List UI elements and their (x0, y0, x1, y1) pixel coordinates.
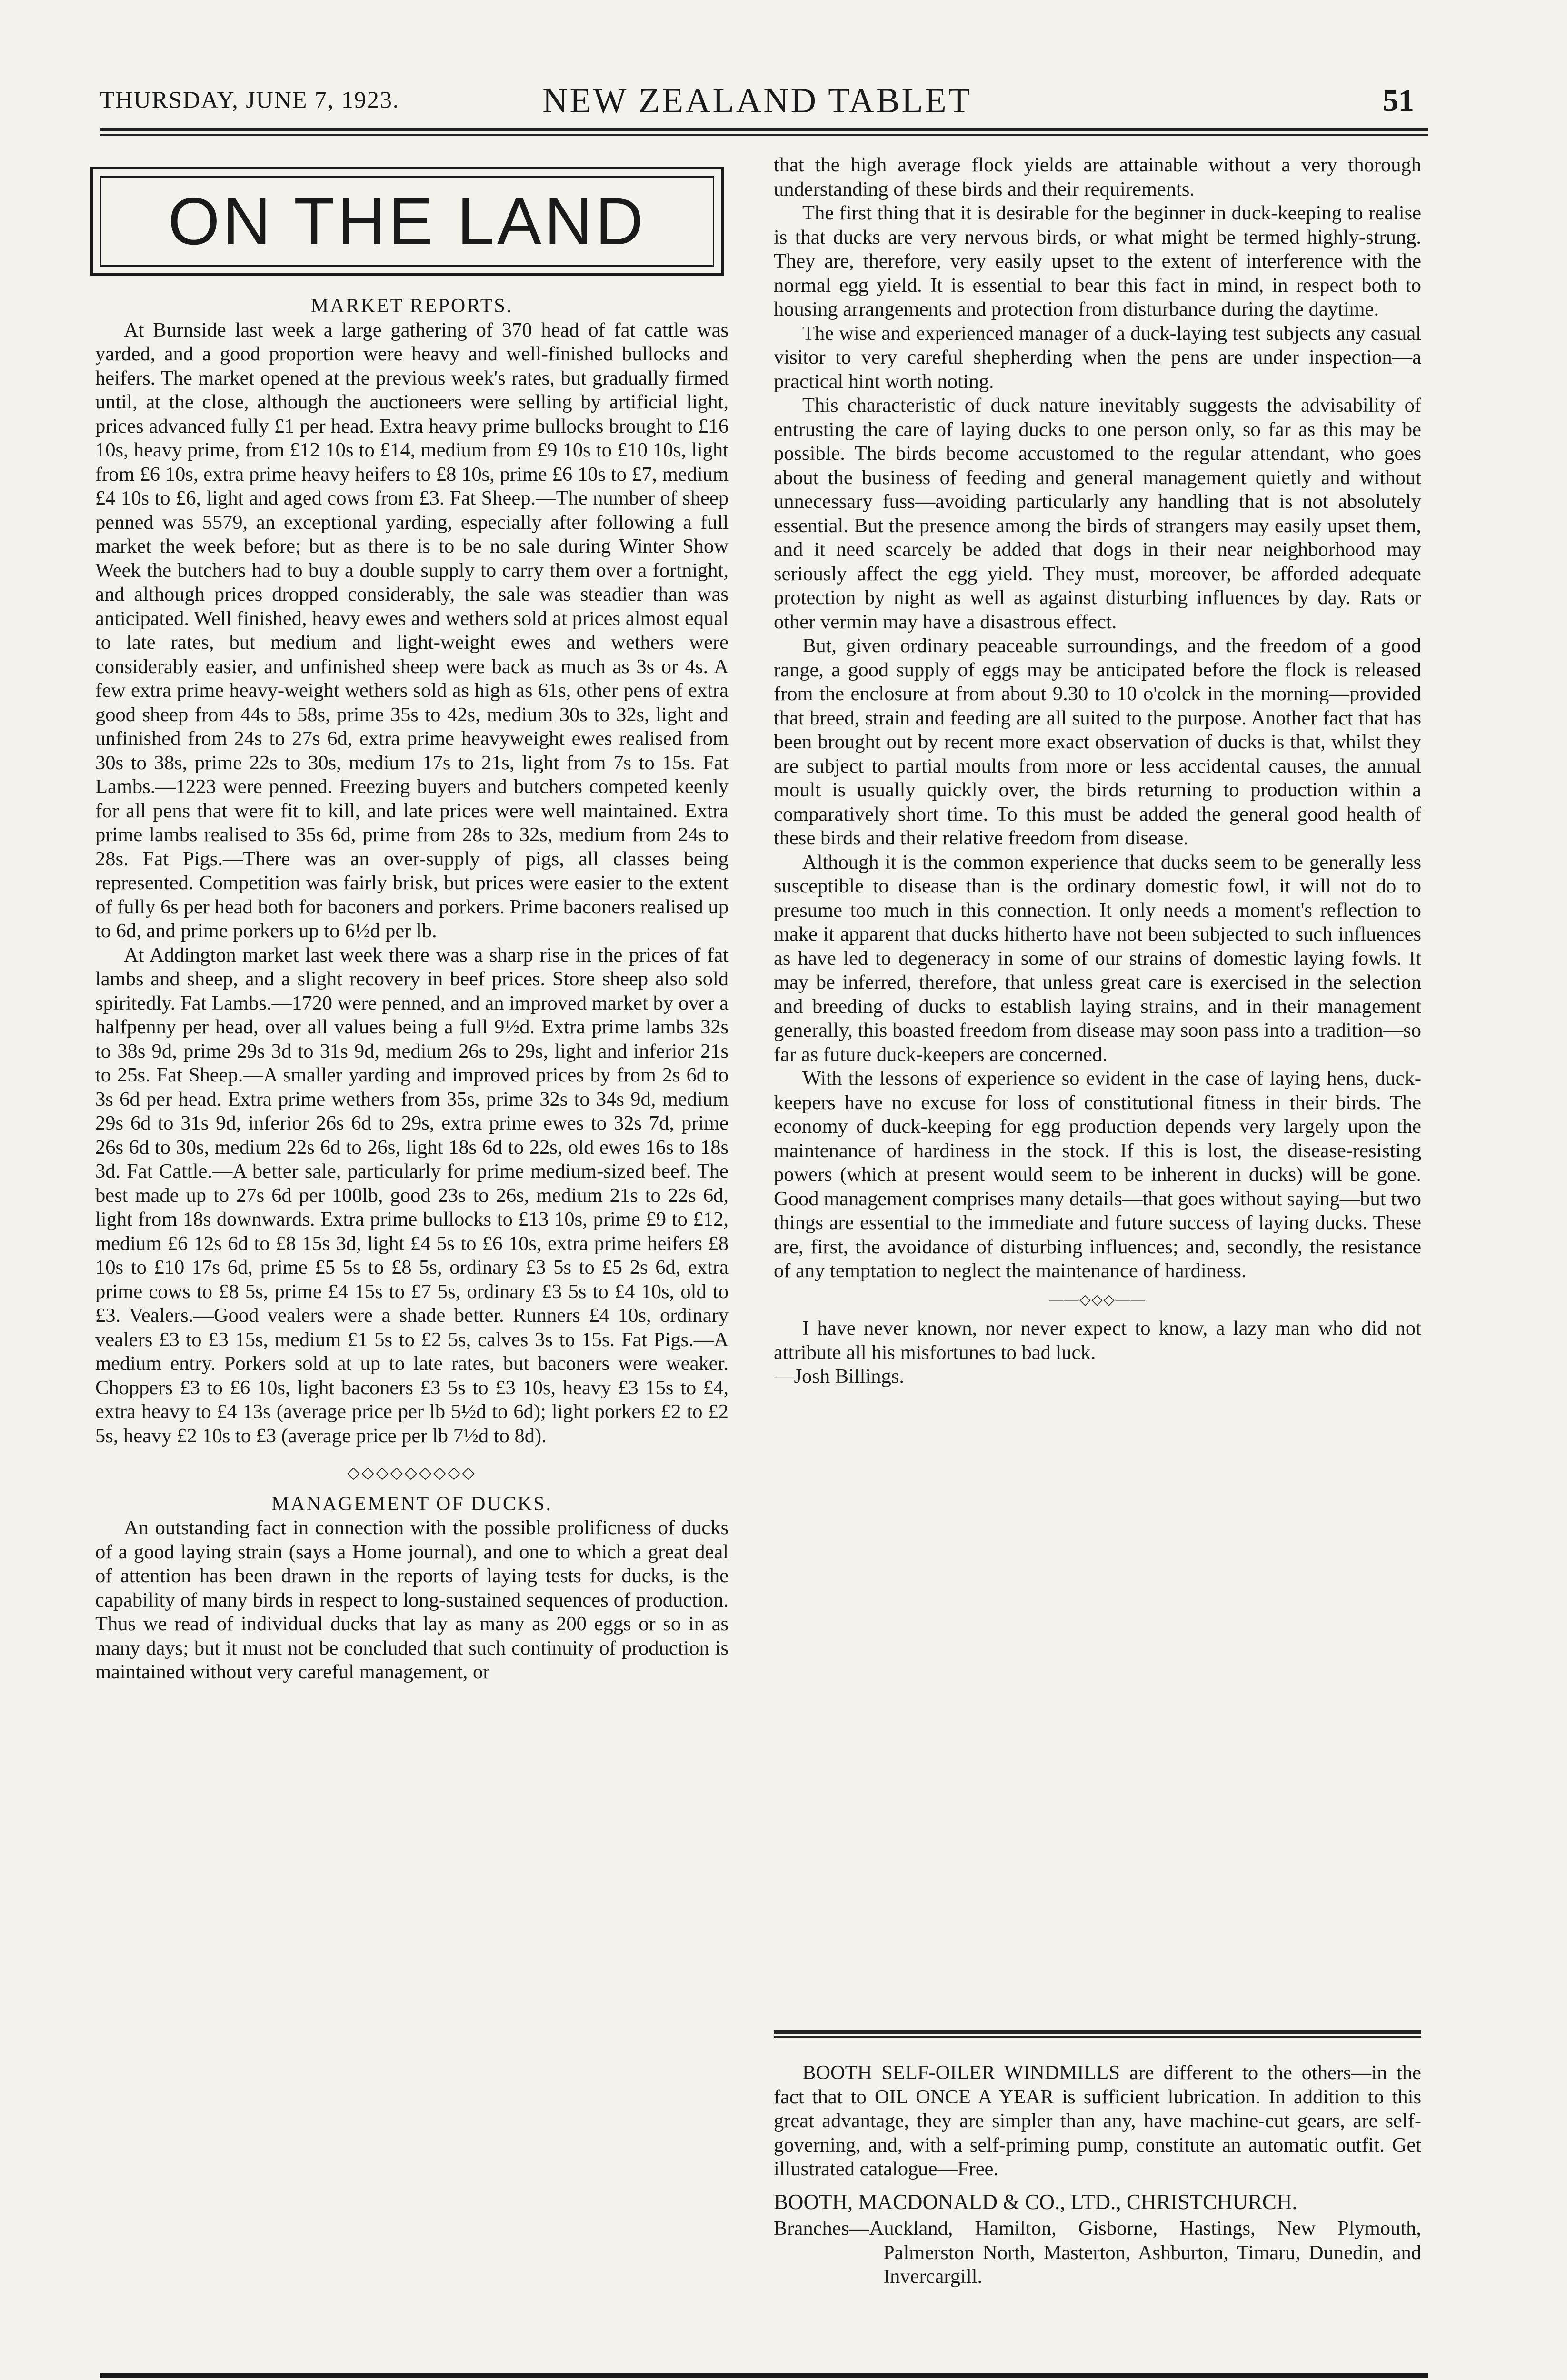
booth-ad-body: BOOTH SELF-OILER WINDMILLS are different to the others—in the fact that to OIL ONCE A YEAR is sufficient lubrication. In addition to this great advantage, they are simpler than any, have machine-cut gears, are self-governing, and, with a self-priming pump, constitute an automatic outfit. Get illustrated catalogue—Free. (774, 2062, 1421, 2180)
booth-windmill-ad (774, 2061, 1421, 2289)
page-number: 51 (1383, 83, 1414, 118)
ducks-paragraph-1: An outstanding fact in connection with the possible prolificness of ducks of a good laying strain (says a Home journal), and one to which a great deal of attention has been drawn in the reports of laying tests for ducks, is the capability of many birds in respect to long-sustained sequences of production. Thus we read of individual ducks that lay as many as 200 eggs or so in as many days; but it must not be concluded that such continuity of production is maintained without very careful management, or (95, 1517, 729, 1683)
branches-list: Auckland, Hamilton, Gisborne, Hastings, New Plymouth, Palmerston North, Masterton, Ashburton, Timaru, Dunedin, and Invercargill. (869, 2217, 1421, 2288)
small-ornament-divider: ——◇◇◇—— (1049, 1291, 1146, 1308)
ducks-paragraph-4: This characteristic of duck nature inevitably suggests the advisability of entrusting the care of laying ducks to one person only, so far as this may be possible. The birds become accustomed to the regular attendant, who goes about the business of feeding and general management quietly and without unnecessary fuss—avoiding particularly any handling that is not absolutely essential. But the presence among the birds of strangers may easily upset them, and it need scarcely be added that dogs in their near neighborhood may seriously affect the egg yield. They must, moreover, be afforded adequate protection by night as well as against disturbing influences by day. Rats or other vermin may have a disastrous effect. (774, 394, 1421, 633)
market-report-addington: At Addington market last week there was a sharp rise in the prices of fat lambs and sheep, and a slight recovery in beef prices. Store sheep also sold spiritedly. Fat Lambs.—1720 were penned, and an improved market by over a halfpenny per head, over all values being a full 9½d. Extra prime lambs 32s to 38s 9d, prime 29s 3d to 31s 9d, medium 26s to 29s, light and inferior 21s to 25s. Fat Sheep.—A smaller yarding and improved prices by from 2s 6d to 3s 6d per head. Extra prime wethers from 35s, prime 32s to 34s 9d, medium 29s 6d to 31s 9d, inferior 26s 6d to 29s, extra prime ewes to 32s 7d, prime 26s 6d to 30s, medium 22s 6d to 26s, light 18s 6d to 22s, old ewes 16s to 18s 3d. Fat Cattle.—A better sale, particularly for prime medium-sized beef. The best made up to 27s 6d per 100lb, good 23s to 26s, medium 21s to 22s 6d, light from 18s downwards. Extra prime bullocks to £13 10s, prime £9 to £12, medium £6 12s 6d to £8 15s 3d, light £4 5s to £6 10s, extra prime heifers £8 10s to £10 17s 6d, prime £5 5s to £8 5s, ordinary £3 5s to £5 2s 6d, extra prime cows to £8 5s, prime £4 15s to £7 5s, ordinary £3 5s to £4 10s, old to £3. Vealers.—Good vealers were a shade better. Runners £4 10s, ordinary vealers £3 to £3 15s, medium £1 5s to £2 5s, calves 3s to 15s. Fat Pigs.—A medium entry. Porkers sold at up to late rates, but baconers were weaker. Choppers £3 to £6 10s, light baconers £3 5s to £3 10s, heavy £3 15s to £4, extra heavy to £4 13s (average price per lb 5½d to 6d); light porkers £2 to £2 5s, heavy £2 10s to £3 (average price per lb 7½d to 8d). (95, 943, 729, 1447)
left-column (95, 294, 729, 1685)
ducks-paragraph-3: The wise and experienced manager of a duck-laying test subjects any casual visitor to very careful shepherding when the pens are under inspection—a practical hint worth noting. (774, 322, 1421, 393)
ducks-heading: MANAGEMENT OF DUCKS. (271, 1493, 553, 1515)
ducks-paragraph-7: With the lessons of experience so evident in the case of laying hens, duck-keepers have no excuse for loss of constitutional fitness in their birds. The economy of duck-keeping for egg production depends very largely upon the maintenance of hardiness in the stock. If this is lost, the disease-resisting powers (which at present would seem to be inherent in ducks) will be gone. Good management comprises many details—that goes without saying—but two things are essential to the immediate and future success of laying ducks. These are, first, the avoidance of disturbing influences; and, secondly, the resistance of any temptation to neglect the maintenance of hardiness. (774, 1067, 1421, 1282)
masthead (100, 81, 1414, 124)
quote-author: —Josh Billings. (774, 1365, 904, 1388)
issue-date: THURSDAY, JUNE 7, 1923. (100, 86, 400, 113)
branches-label: Branches— (774, 2217, 869, 2240)
section-title-inner-frame (100, 176, 714, 267)
newspaper-title: NEW ZEALAND TABLET (542, 81, 972, 120)
ornament-divider: ◇◇◇◇◇◇◇◇◇ (347, 1464, 477, 1482)
ducks-paragraph-6: Although it is the common experience that ducks seem to be generally less susceptible to disease than is the ordinary domestic fowl, it will not do to presume too much in this connection. It only needs a moment's reflection to make it apparent that ducks hitherto have not been subjected to such influences as have led to degeneracy in some of our strains of domestic laying fowls. It may be inferred, therefore, that unless great care is exercised in the selection and breeding of ducks to establish laying strains, and in their management generally, this boasted freedom from disease may soon pass into a tradition—so far as future duck-keepers are concerned. (774, 851, 1421, 1066)
ducks-paragraph-2: The first thing that it is desirable for the beginner in duck-keeping to realise is that ducks are very nervous birds, or what might be termed highly-strung. They are, therefore, very easily upset to the extent of interference with the normal egg yield. It is essential to bear this fact in mind, in respect both to housing arrangements and protection from disturbance during the daytime. (774, 202, 1421, 320)
ducks-paragraph-1-continued: that the high average flock yields are attainable without a very thorough understanding of these birds and their requirements. (774, 154, 1421, 200)
ducks-paragraph-5: But, given ordinary peaceable surroundings, and the freedom of a good range, a good supply of eggs may be anticipated before the flock is released from the enclosure at from about 9.30 to 10 o'colck in the morning—provided that breed, strain and feeding are all suited to the purpose. Another fact that has been brought out by recent more exact observation of ducks is that, whilst they are subject to partial moults from more or less accidental causes, the annual moult is usually quickly over, the birds returning to production within a comparatively short time. To this must be added the general good health of these birds and their relative freedom from disease. (774, 635, 1421, 849)
quote-text: I have never known, nor never expect to know, a lazy man who did not attribute all his misfortunes to bad luck. (774, 1317, 1421, 1364)
masthead-rule (100, 128, 1428, 131)
bottom-ad-rule (100, 2373, 1428, 2378)
ad-rule-thin (774, 2036, 1421, 2038)
section-title-box (90, 167, 724, 276)
market-reports-heading: MARKET REPORTS. (310, 295, 513, 317)
section-title: ON THE LAND (168, 184, 647, 258)
masthead-rule-thin (100, 134, 1428, 136)
right-column (774, 153, 1421, 1389)
booth-company-name: BOOTH, MACDONALD & CO., LTD., CHRISTCHURCH. (774, 2190, 1298, 2214)
market-report-burnside: At Burnside last week a large gathering of 370 head of fat cattle was yarded, and a good proportion were heavy and well-finished bullocks and heifers. The market opened at the previous week's rates, but gradually firmed until, at the close, although the auctioneers were selling by artificial light, prices advanced fully £1 per head. Extra heavy prime bullocks brought to £16 10s, heavy prime, from £12 10s to £14, medium from £9 10s to £10 10s, light from £6 10s, extra prime heavy heifers to £8 10s, prime £6 10s to £7, medium £4 10s to £6, light and aged cows from £3. Fat Sheep.—The number of sheep penned was 5579, an exceptional yarding, especially after following a full market the week before; but as there is to be no sale during Winter Show Week the butchers had to buy a double supply to carry them over a fortnight, and although prices dropped considerably, the sale was steadier than was anticipated. Well finished, heavy ewes and wethers sold at prices almost equal to late rates, but medium and light-weight ewes and wethers were considerably easier, and unfinished sheep were back as much as 3s or 4s. A few extra prime heavy-weight wethers sold as high as 61s, other pens of extra good sheep from 44s to 58s, prime 35s to 42s, medium 30s to 32s, light and unfinished from 24s to 27s 6d, extra prime heavyweight ewes realised from 30s to 38s, prime 22s to 30s, medium 17s to 21s, light from 7s to 15s. Fat Lambs.—1223 were penned. Freezing buyers and butchers competed keenly for all pens that were fit to kill, and late prices were well maintained. Extra prime lambs realised to 35s 6d, prime from 28s to 32s, medium from 24s to 28s. Fat Pigs.—There was an over-supply of pigs, all classes being represented. Competition was fairly brisk, but prices were easier to the extent of fully 6s per head both for baconers and porkers. Prime baconers realised up to 6d, and prime porkers up to 6½d per lb. (95, 318, 729, 942)
ad-rule (774, 2030, 1421, 2034)
booth-branches (774, 2217, 1421, 2289)
